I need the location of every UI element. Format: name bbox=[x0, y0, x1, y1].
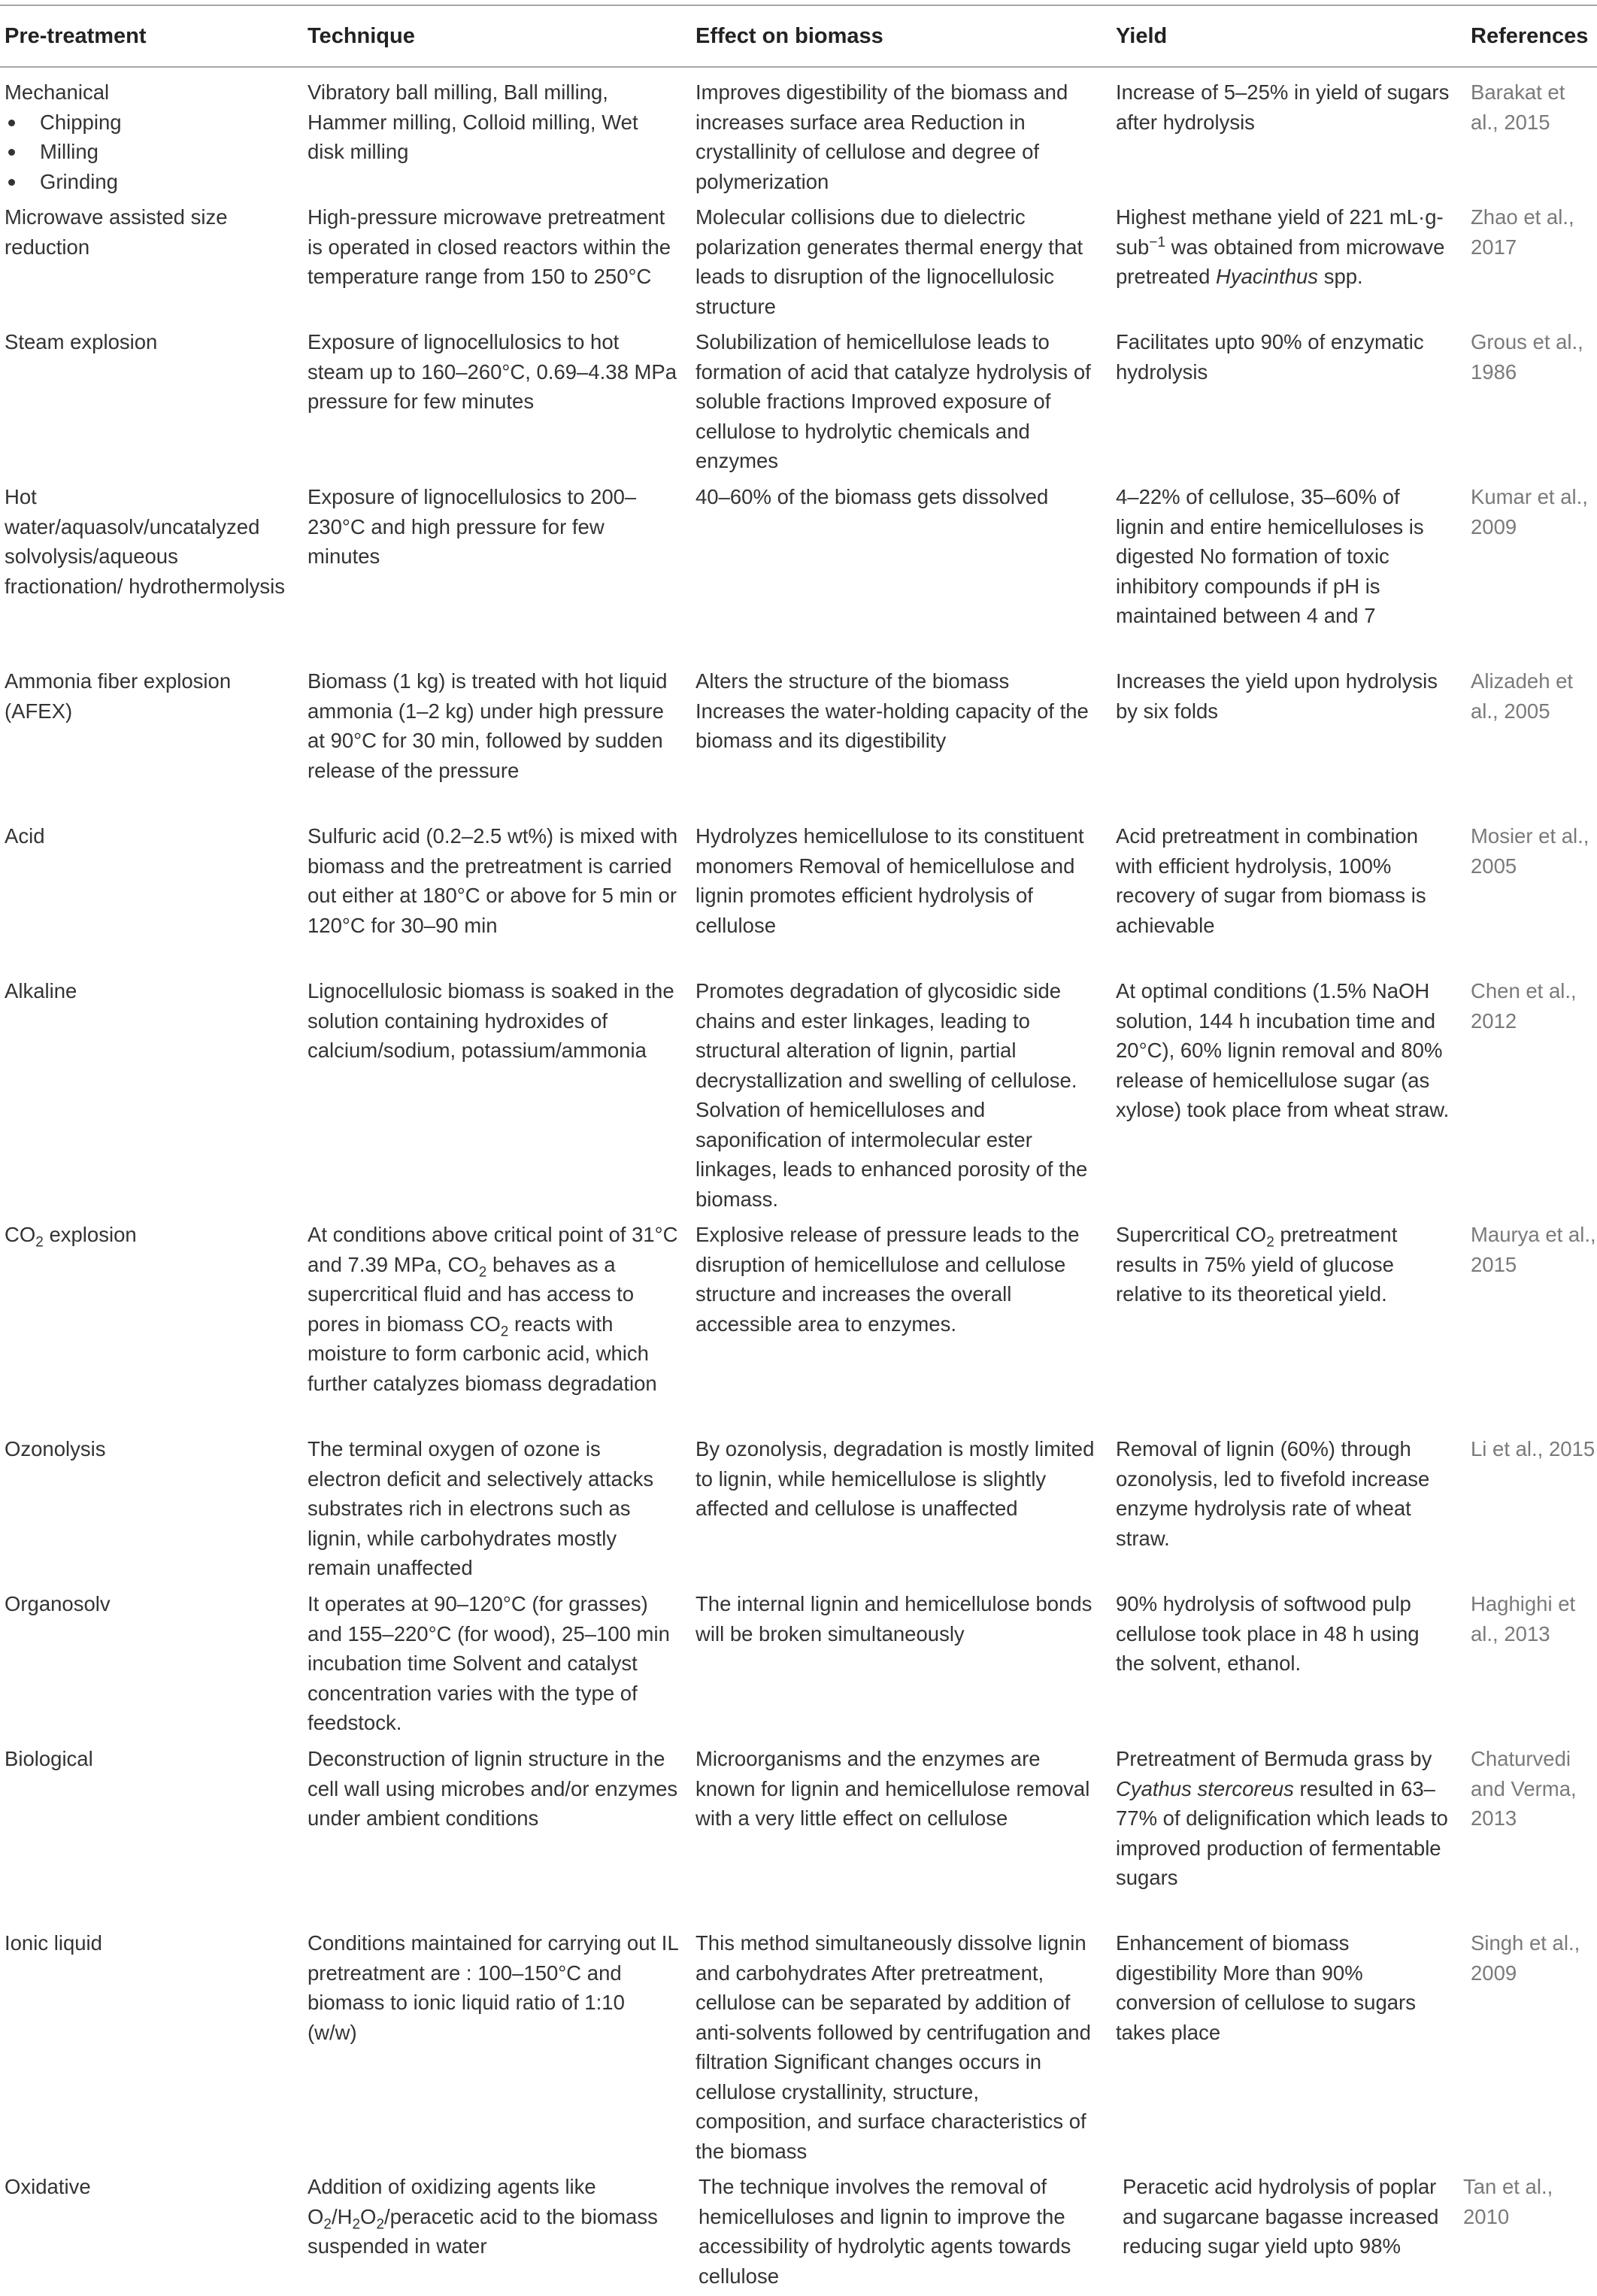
effect-cell: By ozonolysis, degradation is mostly limited to lignin, while hemicellulose is slightly affected and cellulose is unaffected bbox=[695, 1437, 1095, 1520]
pretreatment-cell: Ozonolysis bbox=[5, 1437, 106, 1460]
pretreatment-cell bbox=[0, 75, 297, 200]
yield-cell bbox=[1100, 1218, 1450, 1432]
reference-cell: Haghighi et al., 2013 bbox=[1471, 1592, 1576, 1645]
reference-cell: Tan et al., 2010 bbox=[1463, 2175, 1553, 2228]
reference-cell: Li et al., 2015 bbox=[1471, 1437, 1595, 1460]
species-name: Hyacinthus bbox=[1216, 265, 1319, 288]
technique-text: /peracetic acid to the biomass suspended in water bbox=[308, 2204, 658, 2258]
effect-cell: Hydrolyzes hemicellulose to its constituent monomers Removal of hemicellulose and lignin promotes efficient hydrolysis of cellulose bbox=[695, 824, 1084, 937]
effect-cell: The internal lignin and hemicellulose bonds will be broken simultaneously bbox=[695, 1592, 1092, 1645]
yield-cell: Acid pretreatment in combination with efficient hydrolysis, 100% recovery of sugar from biomass is achievable bbox=[1116, 824, 1426, 937]
technique-cell bbox=[297, 2170, 679, 2296]
reference-cell: Kumar et al., 2009 bbox=[1471, 485, 1588, 538]
technique-cell bbox=[297, 1218, 679, 1432]
table-row bbox=[0, 75, 1597, 200]
yield-cell: At optimal conditions (1.5% NaOH solution, 144 h incubation time and 20°C), 60% lignin removal and 80% release of hemicellulose sugar (as xylose) took place from wheat straw. bbox=[1116, 979, 1450, 1121]
effect-cell: Molecular collisions due to dielectric polarization generates thermal energy that leads to disruption of the lignocellulosic structure bbox=[695, 205, 1083, 318]
subscript: 2 bbox=[352, 2216, 361, 2232]
header-pretreatment: Pre-treatment bbox=[5, 23, 147, 48]
table-row bbox=[0, 200, 1597, 325]
yield-cell bbox=[1100, 200, 1450, 325]
table-row bbox=[0, 325, 1597, 480]
yield-cell: Removal of lignin (60%) through ozonolysis, led to fivefold increase enzyme hydrolysis rate of wheat straw. bbox=[1116, 1437, 1430, 1550]
pretreatment-cell: Hot water/aquasolv/uncatalyzed solvolysis/aqueous fractionation/ hydrothermolysis bbox=[5, 485, 285, 598]
table-row bbox=[0, 1742, 1597, 1926]
header-technique: Technique bbox=[308, 23, 415, 48]
list-item: Grinding bbox=[5, 167, 297, 197]
pretreatment-cell: Oxidative bbox=[5, 2175, 91, 2198]
reference-cell: Mosier et al., 2005 bbox=[1471, 824, 1589, 878]
technique-text: Addition of oxidizing agents like O bbox=[308, 2175, 596, 2228]
technique-cell: Vibratory ball milling, Ball milling, Hammer milling, Colloid milling, Wet disk milling bbox=[308, 80, 638, 163]
yield-text: Highest methane yield of 221 mL·g-sub bbox=[1116, 205, 1444, 259]
effect-cell: Microorganisms and the enzymes are known for lignin and hemicellulose removal with a very little effect on cellulose bbox=[695, 1747, 1090, 1830]
yield-cell: 90% hydrolysis of softwood pulp cellulose took place in 48 h using the solvent, ethanol. bbox=[1116, 1592, 1420, 1675]
technique-cell: High-pressure microwave pretreatment is operated in closed reactors within the temperature range from 150 to 250°C bbox=[308, 205, 671, 288]
header-yield: Yield bbox=[1116, 23, 1168, 48]
pretreatment-cell: Ionic liquid bbox=[5, 1931, 102, 1955]
yield-text: resulted in 63–77% of delignification which leads to improved production of fermentable sugars bbox=[1116, 1776, 1448, 1889]
pretreatment-cell: Biological bbox=[5, 1747, 93, 1770]
table-row bbox=[0, 1587, 1597, 1742]
subscript: 2 bbox=[35, 1234, 44, 1251]
yield-text: Pretreatment of Bermuda grass by bbox=[1116, 1747, 1432, 1770]
yield-superscript: −1 bbox=[1149, 234, 1166, 250]
subscript: 2 bbox=[376, 2216, 385, 2232]
reference-cell: Chen et al., 2012 bbox=[1471, 979, 1577, 1033]
reference-cell: Zhao et al., 2017 bbox=[1471, 205, 1574, 259]
yield-text: pretreatment results in 75% yield of glucose relative to its theoretical yield. bbox=[1116, 1223, 1398, 1306]
table-row bbox=[0, 2170, 1597, 2296]
effect-cell: Explosive release of pressure leads to the disruption of hemicellulose and cellulose structure and increases the overall accessible area to enzymes. bbox=[695, 1223, 1080, 1336]
reference-cell: Grous et al., 1986 bbox=[1471, 330, 1583, 384]
technique-cell: Deconstruction of lignin structure in the cell wall using microbes and/or enzymes under ambient conditions bbox=[308, 1747, 678, 1830]
technique-text: At conditions above critical point of 31°C and 7.39 MPa, CO bbox=[308, 1223, 678, 1276]
effect-cell: Alters the structure of the biomass Increases the water-holding capacity of the biomass and its digestibility bbox=[695, 669, 1089, 752]
header-references: References bbox=[1471, 23, 1589, 48]
technique-cell: Exposure of lignocellulosics to 200–230°C and high pressure for few minutes bbox=[308, 485, 637, 568]
reference-cell: Maurya et al., 2015 bbox=[1471, 1223, 1596, 1276]
yield-cell: Increases the yield upon hydrolysis by six folds bbox=[1116, 669, 1438, 723]
table-header bbox=[0, 6, 1597, 66]
reference-cell: Alizadeh et al., 2005 bbox=[1471, 669, 1574, 723]
table-row bbox=[0, 819, 1597, 974]
pretreatment-cell: Ammonia fiber explosion (AFEX) bbox=[5, 669, 232, 723]
effect-cell: Improves digestibility of the biomass and increases surface area Reduction in crystallinity of cellulose and degree of polymerization bbox=[695, 80, 1068, 193]
header-rule bbox=[0, 66, 1597, 68]
yield-cell: Enhancement of biomass digestibility More than 90% conversion of cellulose to sugars takes place bbox=[1116, 1931, 1416, 2044]
yield-cell: 4–22% of cellulose, 35–60% of lignin and entire hemicelluloses is digested No formation of toxic inhibitory compounds if pH is maintained between 4 and 7 bbox=[1116, 485, 1424, 627]
table-row bbox=[0, 1926, 1597, 2170]
pretreatment-text: explosion bbox=[43, 1223, 137, 1246]
technique-cell: Sulfuric acid (0.2–2.5 wt%) is mixed with biomass and the pretreatment is carried out either at 180°C or above for 5 min or 120°C for 30–90 min bbox=[308, 824, 678, 937]
effect-cell: The technique involves the removal of hemicelluloses and lignin to improve the accessibility of hydrolytic agents towards cellulose bbox=[698, 2175, 1071, 2288]
subscript: 2 bbox=[323, 2216, 332, 2232]
technique-text: behaves as a supercritical fluid and has access to pores in biomass CO bbox=[308, 1252, 635, 1336]
table-row bbox=[0, 664, 1597, 819]
subscript: 2 bbox=[500, 1324, 509, 1339]
reference-cell: Singh et al., 2009 bbox=[1471, 1931, 1580, 1985]
yield-cell: Increase of 5–25% in yield of sugars after hydrolysis bbox=[1116, 80, 1450, 134]
effect-cell: Promotes degradation of glycosidic side chains and ester linkages, leading to structural alteration of lignin, partial decrystallization and swelling of cellulose. Solvation of hemicelluloses and saponification of intermolecular ester linkages, leads to enhanced porosity of the biomass. bbox=[695, 979, 1088, 1211]
pretreatment-text: CO bbox=[5, 1223, 36, 1246]
reference-cell: Barakat et al., 2015 bbox=[1471, 80, 1565, 134]
yield-cell: Facilitates upto 90% of enzymatic hydrolysis bbox=[1116, 330, 1424, 384]
technique-cell: Exposure of lignocellulosics to hot steam up to 160–260°C, 0.69–4.38 MPa pressure for few minutes bbox=[308, 330, 677, 413]
yield-cell: Peracetic acid hydrolysis of poplar and sugarcane bagasse increased reducing sugar yield upto 98% bbox=[1123, 2175, 1439, 2258]
subscript: 2 bbox=[478, 1264, 487, 1280]
header-effect: Effect on biomass bbox=[695, 23, 883, 48]
yield-text: spp. bbox=[1318, 265, 1363, 288]
pretreatment-cell: Microwave assisted size reduction bbox=[5, 205, 228, 259]
table-row bbox=[0, 974, 1597, 1218]
pretreatment-cell: Acid bbox=[5, 824, 45, 848]
effect-cell: This method simultaneously dissolve lignin and carbohydrates After pretreatment, cellulose can be separated by addition of anti-solvents followed by centrifugation and filtration Significant changes occurs in cellulose crystallinity, structure, composition, and surface characteristics of the biomass bbox=[695, 1931, 1091, 2163]
subscript: 2 bbox=[1266, 1234, 1274, 1251]
technique-text: O bbox=[360, 2204, 377, 2228]
pretreatment-cell bbox=[0, 1218, 297, 1432]
technique-text: /H bbox=[331, 2204, 353, 2228]
pretreatment-cell: Alkaline bbox=[5, 979, 77, 1002]
table-row bbox=[0, 480, 1597, 664]
yield-cell bbox=[1100, 1742, 1450, 1926]
technique-text: reacts with moisture to form carbonic acid, which further catalyzes biomass degradation bbox=[308, 1312, 657, 1395]
effect-cell: 40–60% of the biomass gets dissolved bbox=[695, 485, 1049, 508]
list-item: Milling bbox=[5, 137, 297, 167]
technique-cell: The terminal oxygen of ozone is electron deficit and selectively attacks substrates rich in electrons such as lignin, while carbohydrates mostly remain unaffected bbox=[308, 1437, 654, 1579]
yield-text: was obtained from microwave pretreated bbox=[1116, 235, 1445, 288]
technique-cell: It operates at 90–120°C (for grasses) and 155–220°C (for wood), 25–100 min incubation time Solvent and catalyst concentration varies with the type of feedstock. bbox=[308, 1592, 670, 1734]
mechanical-bullet-list bbox=[5, 108, 297, 197]
species-name: Cyathus stercoreus bbox=[1116, 1776, 1294, 1800]
yield-text: Supercritical CO bbox=[1116, 1223, 1267, 1246]
pretreatment-cell: Organosolv bbox=[5, 1592, 111, 1615]
pretreatment-table bbox=[0, 5, 1597, 2296]
technique-cell: Lignocellulosic biomass is soaked in the solution containing hydroxides of calcium/sodium, potassium/ammonia bbox=[308, 979, 674, 1062]
effect-cell: Solubilization of hemicellulose leads to formation of acid that catalyze hydrolysis of soluble fractions Improved exposure of cellulose to hydrolytic chemicals and enzymes bbox=[695, 330, 1091, 472]
technique-cell: Biomass (1 kg) is treated with hot liquid ammonia (1–2 kg) under high pressure at 90°C for 30 min, followed by sudden release of the pressure bbox=[308, 669, 668, 782]
list-item: Chipping bbox=[5, 108, 297, 138]
technique-cell: Conditions maintained for carrying out IL pretreatment are : 100–150°C and biomass to ionic liquid ratio of 1:10 (w/w) bbox=[308, 1931, 678, 2044]
pretreatment-name: Mechanical bbox=[5, 80, 110, 104]
reference-cell: Chaturvedi and Verma, 2013 bbox=[1471, 1747, 1577, 1830]
pretreatment-cell: Steam explosion bbox=[5, 330, 158, 353]
table-row bbox=[0, 1432, 1597, 1587]
table-row bbox=[0, 1218, 1597, 1432]
